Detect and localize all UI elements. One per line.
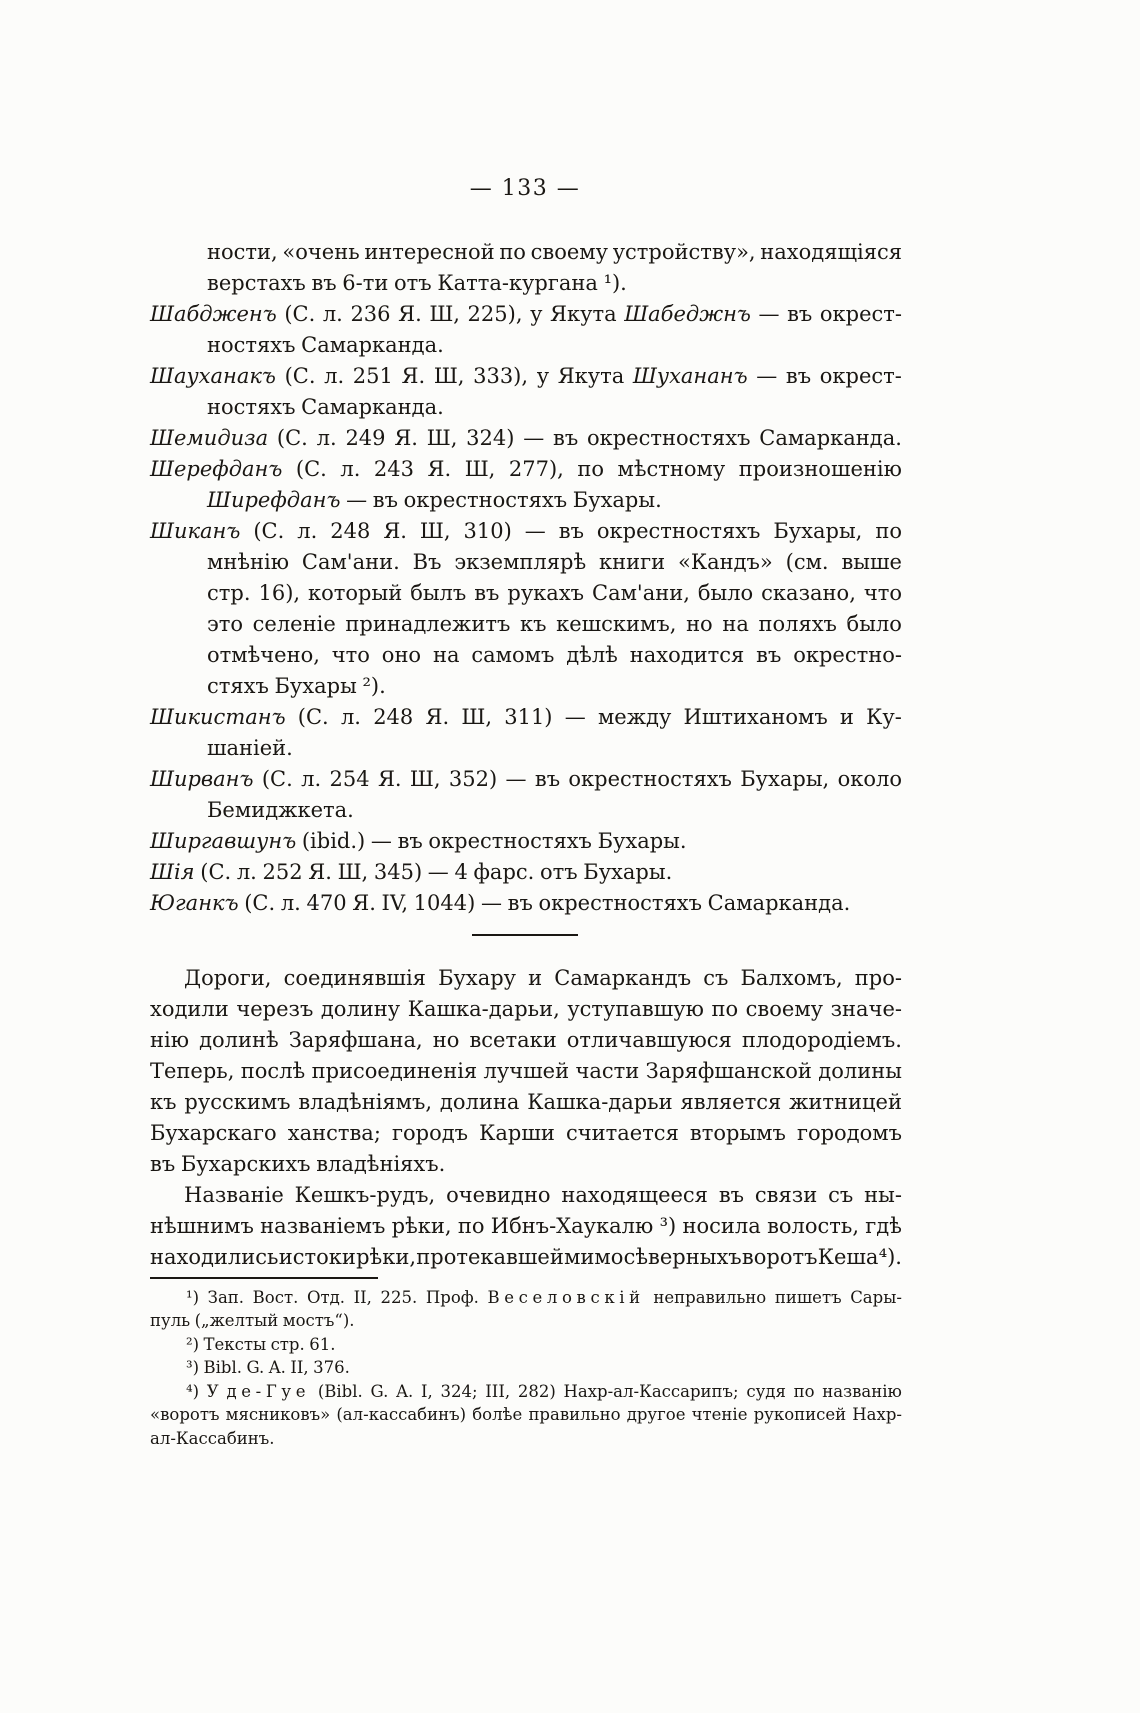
text-line: стр. 16), который былъ въ рукахъ Сам'ани, было сказано, что (207, 581, 902, 605)
text-line: это селеніе принадлежитъ къ кешскимъ, но на поляхъ было (207, 612, 902, 636)
text-line: ностяхъ Самарканда. (207, 395, 444, 419)
text-line: ал-Кассабинъ. (150, 1428, 275, 1448)
text-line: отмѣчено, что оно на самомъ дѣлѣ находится въ окрестно- (207, 643, 902, 667)
text-line: ¹) Зап. Вост. Отд. II, 225. Проф. Веселовскій неправильно пишетъ Сары- (186, 1287, 902, 1307)
text-line: къ русскимъ владѣніямъ, долина Кашка-дарьи является житницей (150, 1090, 902, 1114)
text-line: стяхъ Бухары ²). (207, 674, 386, 698)
text-line: ³) Bibl. G. A. II, 376. (186, 1358, 350, 1377)
text-line: ⁴) У де-Гуе (Bibl. G. A. I, 324; III, 282) Нахр-ал-Кассарипъ; судя по названію (186, 1381, 902, 1401)
text-line: Шабдженъ (С. л. 236 Я. Ш, 225), у Якута Шабеджнъ — въ окрест- (150, 302, 902, 326)
body-paragraphs (150, 959, 902, 1269)
text-line: «воротъ мясниковъ» (ал-кассабинъ) болѣе правильно другое чтеніе рукописей Нахр- (150, 1405, 902, 1424)
text-line: находились истоки рѣки, протекавшей мимо сѣверныхъ воротъ Кеша ⁴). (150, 1245, 902, 1269)
text-line: ²) Тексты стр. 61. (186, 1334, 336, 1354)
text-line: Названіе Кешкъ-рудъ, очевидно находящееся въ связи съ ны- (184, 1183, 902, 1207)
text-line: верстахъ въ 6-ти отъ Катта-кургана ¹). (207, 271, 627, 295)
text-line: нѣшнимъ названіемъ рѣки, по Ибнъ-Хаукалю ³) носила волость, гдѣ (150, 1214, 902, 1238)
text-line: Шерефданъ (С. л. 243 Я. Ш, 277), по мѣстному произношенію (150, 457, 902, 481)
text-line: Бухарскаго ханства; городъ Карши считается вторымъ городомъ (150, 1121, 902, 1145)
text-line: пуль („желтый мостъ“). (150, 1311, 355, 1330)
text-line: мнѣнію Сам'ани. Въ экземплярѣ книги «Кандъ» (см. выше (207, 550, 902, 574)
section-divider (472, 934, 578, 936)
gazetteer-entry-list (150, 233, 902, 915)
text-line: шаніей. (207, 736, 293, 760)
text-line: Ширванъ (С. л. 254 Я. Ш, 352) — въ окрестностяхъ Бухары, около (150, 767, 902, 791)
text-line: ностяхъ Самарканда. (207, 333, 444, 357)
footnote-separator-rule (150, 1277, 378, 1279)
text-line: Ширгавшунъ (ibid.) — въ окрестностяхъ Бухары. (150, 829, 687, 853)
text-line: Шія (С. л. 252 Я. Ш, 345) — 4 фарс. отъ Бухары. (150, 860, 673, 884)
text-line: Шауханакъ (С. л. 251 Я. Ш, 333), у Якута Шухананъ — въ окрест- (150, 364, 902, 388)
text-line: въ Бухарскихъ владѣніяхъ. (150, 1152, 446, 1176)
text-line: ходили черезъ долину Кашка-дарьи, уступавшую по своему значе- (150, 997, 902, 1021)
text-line: Бемиджкета. (207, 798, 354, 822)
text-line: Шиканъ (С. л. 248 Я. Ш, 310) — въ окрестностяхъ Бухары, по (150, 519, 902, 543)
text-line: нію долинѣ Заряфшана, но всетаки отличавшуюся плодородіемъ. (150, 1028, 902, 1052)
text-line: ности, «очень интересной по своему устройству», находящіяся (207, 240, 902, 264)
page-number: — 133 — (469, 176, 581, 201)
text-line: Теперь, послѣ присоединенія лучшей части Заряфшанской долины (150, 1059, 902, 1083)
footnotes (150, 1283, 902, 1448)
text-line: Шикистанъ (С. л. 248 Я. Ш, 311) — между Иштиханомъ и Ку- (150, 705, 902, 729)
text-line: Дороги, соединявшія Бухару и Самаркандъ съ Балхомъ, про- (184, 966, 902, 990)
text-line: Ширефданъ — въ окрестностяхъ Бухары. (207, 488, 662, 512)
text-line: Шемидиза (С. л. 249 Я. Ш, 324) — въ окрестностяхъ Самарканда. (150, 426, 902, 450)
text-line: Юганкъ (С. л. 470 Я. IV, 1044) — въ окрестностяхъ Самарканда. (150, 891, 851, 915)
